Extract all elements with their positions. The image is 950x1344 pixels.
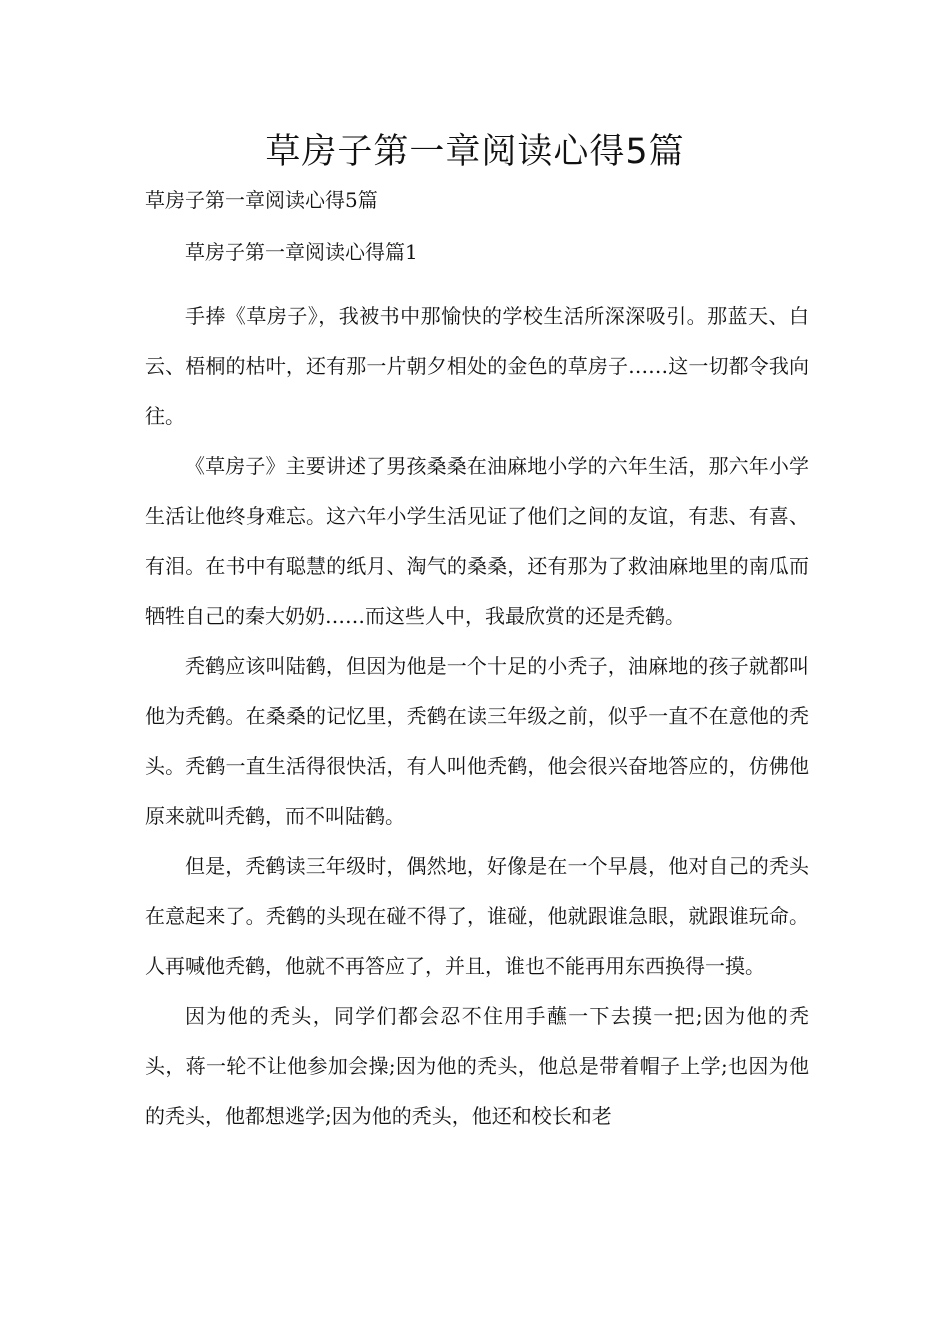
document-subtitle: 草房子第一章阅读心得5篇 bbox=[145, 188, 378, 212]
document-body bbox=[145, 185, 809, 1141]
paragraph-5: 因为他的秃头，同学们都会忍不住用手蘸一下去摸一把;因为他的秃头，蒋一轮不让他参加会操;因为他的秃头，他总是带着帽子上学;也因为他的秃头，他都想逃学;因为他的秃头，他还和校长和老 bbox=[145, 1004, 809, 1128]
paragraph-2: 《草房子》主要讲述了男孩桑桑在油麻地小学的六年生活，那六年小学生活让他终身难忘。这六年小学生活见证了他们之间的友谊，有悲、有喜、有泪。在书中有聪慧的纸月、淘气的桑桑，还有那为了救油麻地里的南瓜而牺牲自己的秦大奶奶……而这些人中，我最欣赏的还是秃鹤。 bbox=[145, 454, 809, 628]
section-heading: 草房子第一章阅读心得篇1 bbox=[185, 240, 418, 264]
paragraph-3: 秃鹤应该叫陆鹤，但因为他是一个十足的小秃子，油麻地的孩子就都叫他为秃鹤。在桑桑的记忆里，秃鹤在读三年级之前，似乎一直不在意他的秃头。秃鹤一直生活得很快活，有人叫他秃鹤，他会很兴奋地答应的，仿佛他原来就叫秃鹤，而不叫陆鹤。 bbox=[145, 654, 809, 828]
document-title: 草房子第一章阅读心得5篇 bbox=[265, 132, 685, 172]
paragraph-1: 手捧《草房子》，我被书中那愉快的学校生活所深深吸引。那蓝天、白云、梧桐的枯叶，还有那一片朝夕相处的金色的草房子……这一切都令我向往。 bbox=[145, 304, 809, 428]
paragraph-4: 但是，秃鹤读三年级时，偶然地，好像是在一个早晨，他对自己的秃头在意起来了。秃鹤的头现在碰不得了，谁碰，他就跟谁急眼，就跟谁玩命。人再喊他秃鹤，他就不再答应了，并且，谁也不能再用东西换得一摸。 bbox=[145, 854, 809, 978]
